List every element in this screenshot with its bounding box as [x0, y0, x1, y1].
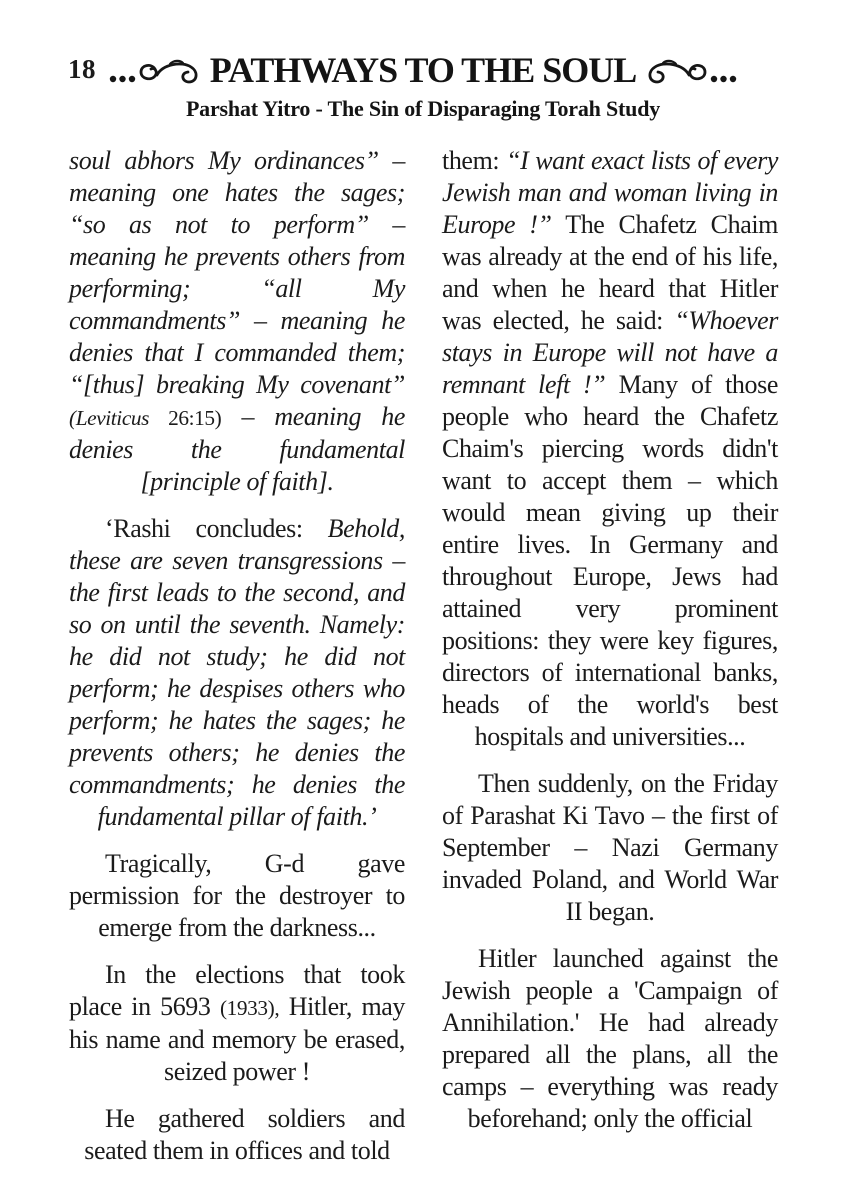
paragraph: [69, 959, 405, 1088]
text-run: ‘Rashi concludes:: [105, 514, 328, 543]
paragraph: [69, 1103, 405, 1167]
text-run: 26:15): [168, 406, 222, 430]
text-run: soul abhors My ordinances” – meaning one hates the sages; “so as not to perform” – meaning he prevents others from performing; “all My commandments” – meaning he denies that I commanded them; “[thus] breaking My covenant”: [69, 146, 405, 399]
flourish-ornament-left-icon: [108, 58, 204, 88]
flourish-ornament-right-icon: [642, 58, 738, 88]
chapter-subtitle: Parshat Yitro - The Sin of Disparaging Torah Study: [185, 96, 661, 121]
paragraph: [442, 145, 778, 753]
text-run: Then suddenly, on the Friday of Parashat Ki Tavo – the first of September – Nazi Germany invaded Poland, and World War II began.: [442, 769, 778, 926]
text-run: (Leviticus: [69, 406, 169, 430]
text-run: Many of those people who heard the Chafetz Chaim's piercing words didn't want to accept them – which would mean giving up their entire lives. In Germany and throughout Europe, Jews had attained very prominent positions: they were key figures, directors of international banks, heads of the world's best hospitals and universities...: [442, 370, 778, 751]
text-run: “I want exact lists of every Jewish man and woman living in Europe !”: [442, 146, 778, 239]
text-run: – meaning he denies the fundamental [principle of faith].: [69, 402, 405, 496]
page-number: 18: [68, 54, 96, 84]
paragraph: [442, 943, 778, 1135]
title-row: [0, 48, 846, 92]
text-run: Hitler launched against the Jewish people a 'Campaign of Annihilation.' He had already prepared all the plans, all the camps – everything was ready beforehand; only the official: [442, 944, 778, 1133]
page-header: [0, 0, 846, 122]
text-run: them:: [442, 146, 507, 175]
text-run: He gathered soldiers and seated them in offices and told: [84, 1104, 405, 1165]
paragraph: [69, 848, 405, 944]
text-run: (1933),: [219, 996, 280, 1020]
text-run: Tragically, G-d gave permission for the destroyer to emerge from the darkness...: [69, 849, 405, 942]
text-run: The Chafetz Chaim was already at the end of his life, and when he heard that Hitler was elected, he said:: [442, 210, 778, 335]
text-run: “Whoever stays in Europe will not have a remnant left !”: [442, 306, 778, 399]
text-columns: [0, 145, 846, 1182]
right-column: [442, 145, 778, 1182]
book-title: PATHWAYS TO THE SOUL: [209, 50, 637, 90]
left-column: [69, 145, 405, 1182]
text-run: Behold, these are seven transgressions – the first leads to the second, and so on until the seventh. Namely: he did not study; he did not perform; he despises others who perform; he hates the sages; he prevents others; he denies the commandments; he denies the fundamental pillar of faith.’: [69, 514, 405, 831]
paragraph: [442, 768, 778, 928]
text-run: Hitler, may his name and memory be erased, seized power !: [69, 992, 406, 1086]
text-run: In the elections that took place in 5693: [69, 960, 405, 1021]
paragraph: [69, 513, 405, 833]
paragraph: [69, 145, 405, 498]
